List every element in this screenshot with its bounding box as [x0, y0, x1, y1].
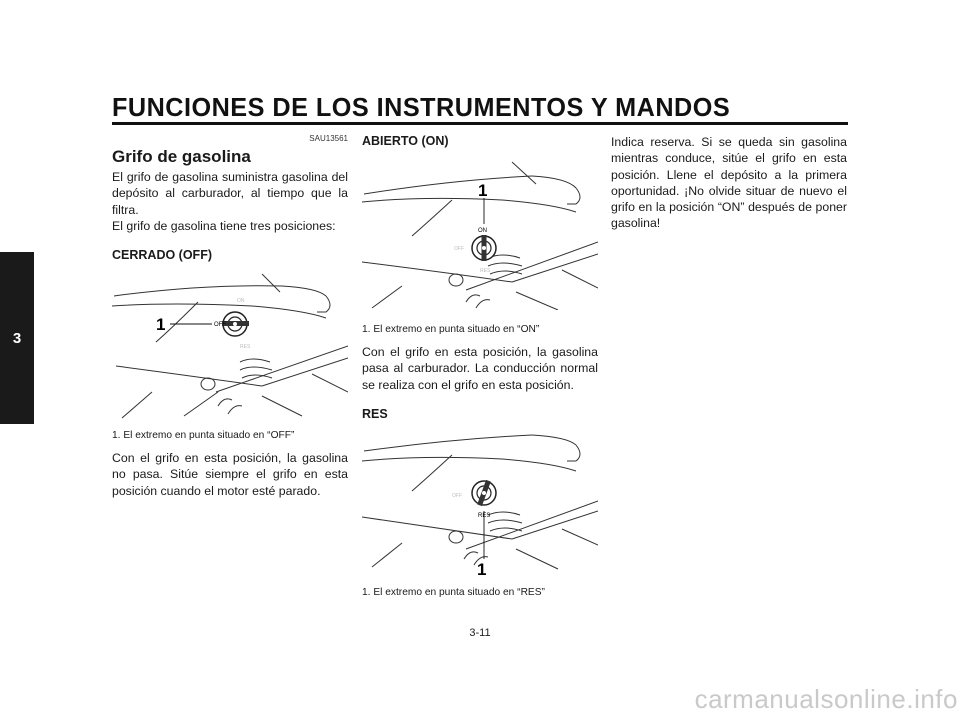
off-figure [112, 266, 348, 426]
intro-paragraph-2: El grifo de gasolina tiene tres posiciones: [112, 218, 336, 233]
section-title: Grifo de gasolina [112, 147, 251, 166]
label-res: RES [478, 512, 491, 519]
callout-1: 1 [477, 559, 487, 579]
fuel-cock-on-illustration [362, 150, 598, 310]
column-2 [362, 134, 598, 598]
res-paragraph: Indica reserva. Si se queda sin gasolina mientras conduce, sitúe el grifo en esta posición. Llene el depósito a la primera oportunidad. ¡No olvide situar de nuevo el grifo en la posición “ON” después de poner gasolina! [611, 135, 847, 231]
on-heading: ABIERTO (ON) [362, 134, 449, 148]
label-off: OFF [452, 492, 462, 499]
section-code: SAU13561 [309, 134, 348, 143]
callout-1: 1 [478, 181, 488, 200]
res-caption: 1. El extremo en punta situado en “RES” [362, 586, 545, 598]
column-3 [611, 134, 847, 232]
off-caption: 1. El extremo en punta situado en “OFF” [112, 430, 295, 442]
on-figure [362, 150, 598, 310]
label-off: OFF [214, 322, 226, 329]
label-on: ON [237, 298, 245, 305]
res-heading: RES [362, 406, 388, 421]
watermark: carmanualsonline.info [694, 684, 958, 714]
intro-paragraph: El grifo de gasolina suministra gasolina del depósito al carburador, al tiempo que la filtra. [112, 170, 348, 217]
off-heading: CERRADO (OFF) [112, 248, 212, 263]
title-rule [112, 122, 848, 125]
fuel-cock-res-illustration [362, 425, 598, 581]
label-res: RES [240, 344, 251, 351]
column-1 [112, 134, 348, 499]
on-caption: 1. El extremo en punta situado en “ON” [362, 324, 540, 335]
chapter-tab [0, 252, 34, 424]
page-number: 3-11 [469, 627, 491, 639]
label-on: ON [478, 228, 487, 234]
label-res: RES [480, 268, 491, 274]
chapter-number: 3 [12, 330, 22, 347]
on-paragraph: Con el grifo en esta posición, la gasolina pasa al carburador. La conducción normal se realiza con el grifo en esta posición. [362, 345, 598, 392]
page-title: FUNCIONES DE LOS INSTRUMENTOS Y MANDOS [112, 92, 731, 122]
callout-1: 1 [156, 315, 166, 335]
res-figure [362, 425, 598, 581]
fuel-cock-off-illustration [112, 266, 348, 426]
off-paragraph: Con el grifo en esta posición, la gasolina no pasa. Sitúe siempre el grifo en esta posición cuando el motor esté parado. [112, 451, 348, 498]
label-off: OFF [454, 246, 464, 252]
